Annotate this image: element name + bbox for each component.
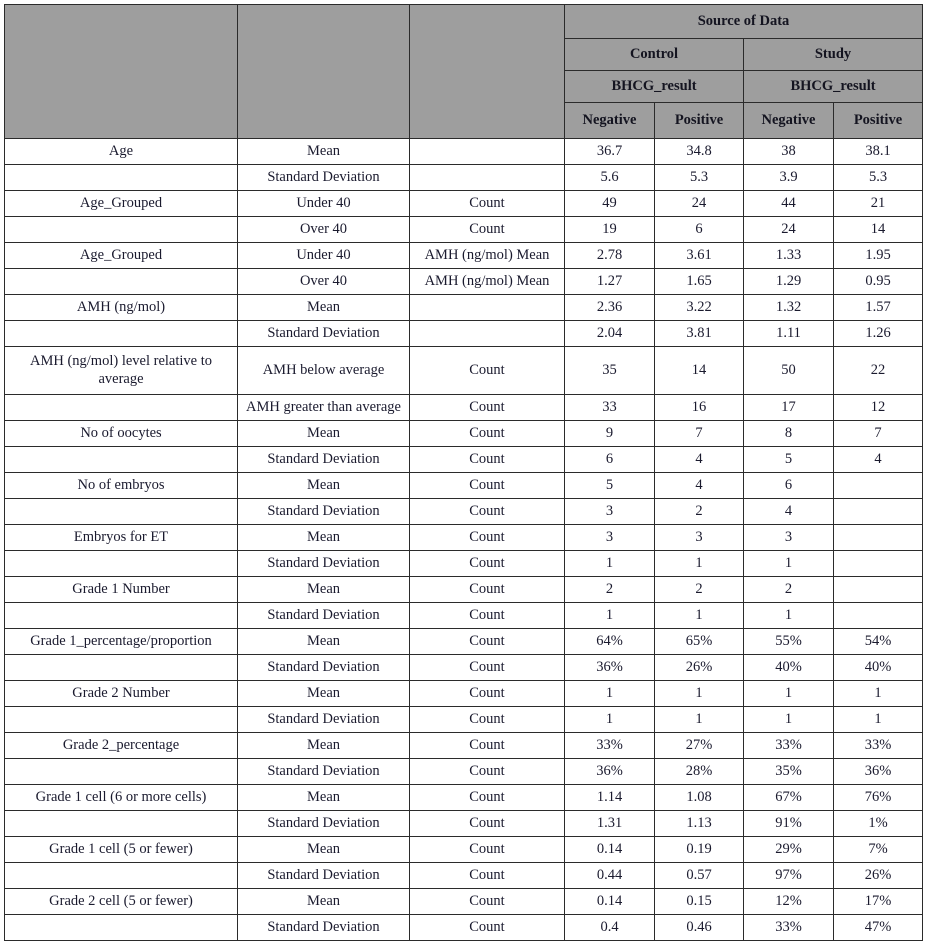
cell-control-negative: 5.6	[565, 165, 655, 191]
table-row	[5, 915, 923, 941]
cell-study-positive: 7%	[834, 837, 923, 863]
cell-statistic: Standard Deviation	[238, 863, 410, 889]
cell-control-positive: 24	[655, 191, 744, 217]
cell-measure: Count	[410, 395, 565, 421]
cell-measure: Count	[410, 421, 565, 447]
cell-statistic: Standard Deviation	[238, 551, 410, 577]
cell-study-positive: 1%	[834, 811, 923, 837]
cell-measure	[410, 139, 565, 165]
cell-control-positive: 3	[655, 525, 744, 551]
cell-variable	[5, 269, 238, 295]
cell-statistic: Mean	[238, 139, 410, 165]
cell-measure: Count	[410, 191, 565, 217]
cell-measure: AMH (ng/mol) Mean	[410, 243, 565, 269]
cell-control-positive: 65%	[655, 629, 744, 655]
cell-study-negative: 12%	[744, 889, 834, 915]
cell-control-negative: 19	[565, 217, 655, 243]
cell-control-negative: 2.36	[565, 295, 655, 321]
cell-control-positive: 1	[655, 681, 744, 707]
header-bhcg-result-control: BHCG_result	[565, 71, 744, 103]
cell-statistic: Standard Deviation	[238, 165, 410, 191]
header-row-source	[5, 5, 923, 39]
table-row	[5, 269, 923, 295]
cell-measure: Count	[410, 577, 565, 603]
cell-control-positive: 1.13	[655, 811, 744, 837]
cell-study-positive: 4	[834, 447, 923, 473]
header-control-positive: Positive	[655, 103, 744, 139]
cell-statistic: Over 40	[238, 269, 410, 295]
cell-variable: Age	[5, 139, 238, 165]
cell-study-positive: 1.26	[834, 321, 923, 347]
cell-statistic: Mean	[238, 785, 410, 811]
cell-study-positive: 36%	[834, 759, 923, 785]
cell-control-positive: 1	[655, 707, 744, 733]
cell-measure	[410, 321, 565, 347]
cell-control-negative: 0.44	[565, 863, 655, 889]
cell-variable	[5, 321, 238, 347]
cell-variable	[5, 165, 238, 191]
cell-study-positive: 26%	[834, 863, 923, 889]
table-row	[5, 655, 923, 681]
cell-study-negative: 55%	[744, 629, 834, 655]
header-corner-statistic	[238, 5, 410, 139]
cell-control-negative: 3	[565, 525, 655, 551]
cell-statistic: Standard Deviation	[238, 811, 410, 837]
cell-statistic: Under 40	[238, 191, 410, 217]
cell-study-negative: 17	[744, 395, 834, 421]
cell-control-negative: 1	[565, 681, 655, 707]
table-row	[5, 217, 923, 243]
cell-measure: AMH (ng/mol) Mean	[410, 269, 565, 295]
cell-study-positive: 7	[834, 421, 923, 447]
cell-variable	[5, 603, 238, 629]
cell-control-negative: 1	[565, 707, 655, 733]
cell-measure	[410, 165, 565, 191]
cell-study-negative: 3	[744, 525, 834, 551]
cell-variable: No of oocytes	[5, 421, 238, 447]
cell-control-positive: 26%	[655, 655, 744, 681]
cell-variable: AMH (ng/mol) level relative to average	[5, 347, 238, 395]
table-row	[5, 577, 923, 603]
cell-control-positive: 0.46	[655, 915, 744, 941]
cell-study-positive: 5.3	[834, 165, 923, 191]
cell-study-positive: 21	[834, 191, 923, 217]
cell-measure: Count	[410, 473, 565, 499]
cell-statistic: Mean	[238, 577, 410, 603]
cell-study-negative: 33%	[744, 915, 834, 941]
cell-variable	[5, 707, 238, 733]
cell-study-positive: 33%	[834, 733, 923, 759]
cell-variable: Age_Grouped	[5, 243, 238, 269]
cell-variable	[5, 447, 238, 473]
cell-study-positive	[834, 551, 923, 577]
cell-measure: Count	[410, 347, 565, 395]
cell-study-positive: 40%	[834, 655, 923, 681]
cell-statistic: AMH below average	[238, 347, 410, 395]
cell-measure	[410, 295, 565, 321]
cell-control-negative: 5	[565, 473, 655, 499]
cell-study-negative: 67%	[744, 785, 834, 811]
header-corner-measure	[410, 5, 565, 139]
cell-control-positive: 7	[655, 421, 744, 447]
cell-control-positive: 3.81	[655, 321, 744, 347]
cell-variable	[5, 395, 238, 421]
table-row	[5, 811, 923, 837]
cell-control-positive: 6	[655, 217, 744, 243]
cell-study-positive: 1.57	[834, 295, 923, 321]
cell-control-negative: 0.4	[565, 915, 655, 941]
cell-measure: Count	[410, 863, 565, 889]
cell-control-negative: 0.14	[565, 889, 655, 915]
table-row	[5, 551, 923, 577]
cell-control-negative: 1.27	[565, 269, 655, 295]
cell-study-positive: 1	[834, 707, 923, 733]
cell-variable: No of embryos	[5, 473, 238, 499]
cell-statistic: Mean	[238, 681, 410, 707]
cell-variable	[5, 915, 238, 941]
cell-statistic: Mean	[238, 525, 410, 551]
table-row	[5, 243, 923, 269]
cell-control-positive: 3.61	[655, 243, 744, 269]
cell-control-positive: 2	[655, 499, 744, 525]
cell-statistic: Over 40	[238, 217, 410, 243]
header-source-of-data: Source of Data	[565, 5, 923, 39]
cell-statistic: Standard Deviation	[238, 915, 410, 941]
cell-statistic: Standard Deviation	[238, 321, 410, 347]
cell-statistic: Standard Deviation	[238, 447, 410, 473]
cell-study-negative: 1.29	[744, 269, 834, 295]
table-row	[5, 421, 923, 447]
cell-control-positive: 1.08	[655, 785, 744, 811]
table-row	[5, 733, 923, 759]
cell-study-negative: 6	[744, 473, 834, 499]
table-row	[5, 837, 923, 863]
cell-study-negative: 2	[744, 577, 834, 603]
cell-study-positive: 54%	[834, 629, 923, 655]
header-group-study: Study	[744, 39, 923, 71]
cell-control-positive: 0.57	[655, 863, 744, 889]
table-row	[5, 321, 923, 347]
cell-study-positive: 22	[834, 347, 923, 395]
cell-statistic: Standard Deviation	[238, 499, 410, 525]
cell-study-positive	[834, 525, 923, 551]
cell-measure: Count	[410, 759, 565, 785]
cell-statistic: Mean	[238, 733, 410, 759]
cell-variable: Age_Grouped	[5, 191, 238, 217]
cell-variable	[5, 759, 238, 785]
cell-study-positive: 38.1	[834, 139, 923, 165]
cell-statistic: Mean	[238, 837, 410, 863]
cell-statistic: Standard Deviation	[238, 759, 410, 785]
header-corner-variable	[5, 5, 238, 139]
cell-measure: Count	[410, 551, 565, 577]
header-study-positive: Positive	[834, 103, 923, 139]
cell-control-negative: 36%	[565, 655, 655, 681]
table-row	[5, 191, 923, 217]
cell-measure: Count	[410, 837, 565, 863]
cell-control-positive: 28%	[655, 759, 744, 785]
cell-control-positive: 2	[655, 577, 744, 603]
cell-study-negative: 50	[744, 347, 834, 395]
cell-measure: Count	[410, 525, 565, 551]
cell-study-positive	[834, 499, 923, 525]
cell-measure: Count	[410, 629, 565, 655]
table-header	[5, 5, 923, 139]
cell-control-positive: 4	[655, 473, 744, 499]
table-row	[5, 603, 923, 629]
cell-measure: Count	[410, 447, 565, 473]
cell-control-positive: 27%	[655, 733, 744, 759]
cell-control-positive: 34.8	[655, 139, 744, 165]
table-row	[5, 165, 923, 191]
cell-statistic: Standard Deviation	[238, 603, 410, 629]
table-row	[5, 525, 923, 551]
table-row	[5, 759, 923, 785]
table-row	[5, 139, 923, 165]
cell-control-negative: 6	[565, 447, 655, 473]
cell-control-positive: 5.3	[655, 165, 744, 191]
cell-control-positive: 1.65	[655, 269, 744, 295]
cell-statistic: Mean	[238, 629, 410, 655]
table-row	[5, 395, 923, 421]
cell-variable: Grade 1_percentage/proportion	[5, 629, 238, 655]
cell-measure: Count	[410, 811, 565, 837]
cell-control-negative: 35	[565, 347, 655, 395]
table-body	[5, 139, 923, 941]
cell-control-positive: 0.19	[655, 837, 744, 863]
cell-variable	[5, 811, 238, 837]
cell-study-positive	[834, 577, 923, 603]
cell-measure: Count	[410, 915, 565, 941]
cell-variable: Grade 2_percentage	[5, 733, 238, 759]
cell-study-negative: 38	[744, 139, 834, 165]
cell-study-negative: 8	[744, 421, 834, 447]
table-row	[5, 629, 923, 655]
cell-control-positive: 0.15	[655, 889, 744, 915]
cell-study-positive: 0.95	[834, 269, 923, 295]
cell-variable: Grade 1 cell (5 or fewer)	[5, 837, 238, 863]
cell-study-negative: 97%	[744, 863, 834, 889]
header-group-control: Control	[565, 39, 744, 71]
cell-study-negative: 1	[744, 707, 834, 733]
cell-control-negative: 49	[565, 191, 655, 217]
cell-variable: Grade 2 cell (5 or fewer)	[5, 889, 238, 915]
cell-study-negative: 1	[744, 681, 834, 707]
cell-control-negative: 36.7	[565, 139, 655, 165]
cell-control-positive: 16	[655, 395, 744, 421]
cell-study-negative: 1	[744, 603, 834, 629]
cell-control-negative: 0.14	[565, 837, 655, 863]
cell-measure: Count	[410, 889, 565, 915]
table-row	[5, 499, 923, 525]
cell-statistic: Standard Deviation	[238, 707, 410, 733]
cell-study-negative: 35%	[744, 759, 834, 785]
cell-measure: Count	[410, 707, 565, 733]
cell-study-positive: 12	[834, 395, 923, 421]
cell-study-negative: 29%	[744, 837, 834, 863]
table-row	[5, 785, 923, 811]
cell-measure: Count	[410, 785, 565, 811]
cell-variable	[5, 551, 238, 577]
cell-study-negative: 1.33	[744, 243, 834, 269]
cell-control-negative: 2	[565, 577, 655, 603]
cell-variable: Embryos for ET	[5, 525, 238, 551]
cell-measure: Count	[410, 499, 565, 525]
cell-study-positive	[834, 473, 923, 499]
cell-study-negative: 1.32	[744, 295, 834, 321]
table-row	[5, 863, 923, 889]
cell-control-positive: 14	[655, 347, 744, 395]
cell-study-positive: 17%	[834, 889, 923, 915]
cell-study-positive: 76%	[834, 785, 923, 811]
cell-control-negative: 1	[565, 551, 655, 577]
cell-study-negative: 3.9	[744, 165, 834, 191]
cell-study-negative: 91%	[744, 811, 834, 837]
cell-variable: Grade 1 cell (6 or more cells)	[5, 785, 238, 811]
cell-control-negative: 33	[565, 395, 655, 421]
header-study-negative: Negative	[744, 103, 834, 139]
cell-statistic: Mean	[238, 889, 410, 915]
cell-measure: Count	[410, 603, 565, 629]
cell-variable	[5, 863, 238, 889]
cell-statistic: AMH greater than average	[238, 395, 410, 421]
cell-statistic: Standard Deviation	[238, 655, 410, 681]
cell-variable: Grade 2 Number	[5, 681, 238, 707]
cell-measure: Count	[410, 733, 565, 759]
cell-study-positive	[834, 603, 923, 629]
cell-study-negative: 5	[744, 447, 834, 473]
cell-control-negative: 64%	[565, 629, 655, 655]
cell-measure: Count	[410, 655, 565, 681]
cell-statistic: Mean	[238, 295, 410, 321]
header-bhcg-result-study: BHCG_result	[744, 71, 923, 103]
cell-control-negative: 9	[565, 421, 655, 447]
cell-control-negative: 36%	[565, 759, 655, 785]
cell-control-negative: 1.14	[565, 785, 655, 811]
cell-study-positive: 47%	[834, 915, 923, 941]
cell-control-negative: 1.31	[565, 811, 655, 837]
table-row	[5, 473, 923, 499]
cell-statistic: Mean	[238, 473, 410, 499]
table-row	[5, 681, 923, 707]
table-row	[5, 889, 923, 915]
cell-control-positive: 4	[655, 447, 744, 473]
cell-statistic: Mean	[238, 421, 410, 447]
cell-control-negative: 2.78	[565, 243, 655, 269]
cell-variable: Grade 1 Number	[5, 577, 238, 603]
cell-control-positive: 1	[655, 551, 744, 577]
cell-study-negative: 1.11	[744, 321, 834, 347]
cell-control-negative: 3	[565, 499, 655, 525]
cell-study-negative: 4	[744, 499, 834, 525]
cell-study-negative: 33%	[744, 733, 834, 759]
table-row	[5, 447, 923, 473]
cell-variable	[5, 217, 238, 243]
cell-control-negative: 1	[565, 603, 655, 629]
cell-study-negative: 24	[744, 217, 834, 243]
table-row	[5, 707, 923, 733]
cell-study-positive: 1.95	[834, 243, 923, 269]
cell-measure: Count	[410, 217, 565, 243]
cell-variable	[5, 655, 238, 681]
cell-variable: AMH (ng/mol)	[5, 295, 238, 321]
table-row	[5, 347, 923, 395]
table-row	[5, 295, 923, 321]
cell-statistic: Under 40	[238, 243, 410, 269]
cell-control-negative: 2.04	[565, 321, 655, 347]
cell-control-negative: 33%	[565, 733, 655, 759]
cell-study-negative: 44	[744, 191, 834, 217]
header-control-negative: Negative	[565, 103, 655, 139]
cell-study-negative: 40%	[744, 655, 834, 681]
cell-control-positive: 1	[655, 603, 744, 629]
cell-study-positive: 14	[834, 217, 923, 243]
cell-control-positive: 3.22	[655, 295, 744, 321]
cell-measure: Count	[410, 681, 565, 707]
statistics-table	[4, 4, 923, 941]
cell-study-negative: 1	[744, 551, 834, 577]
cell-study-positive: 1	[834, 681, 923, 707]
cell-variable	[5, 499, 238, 525]
